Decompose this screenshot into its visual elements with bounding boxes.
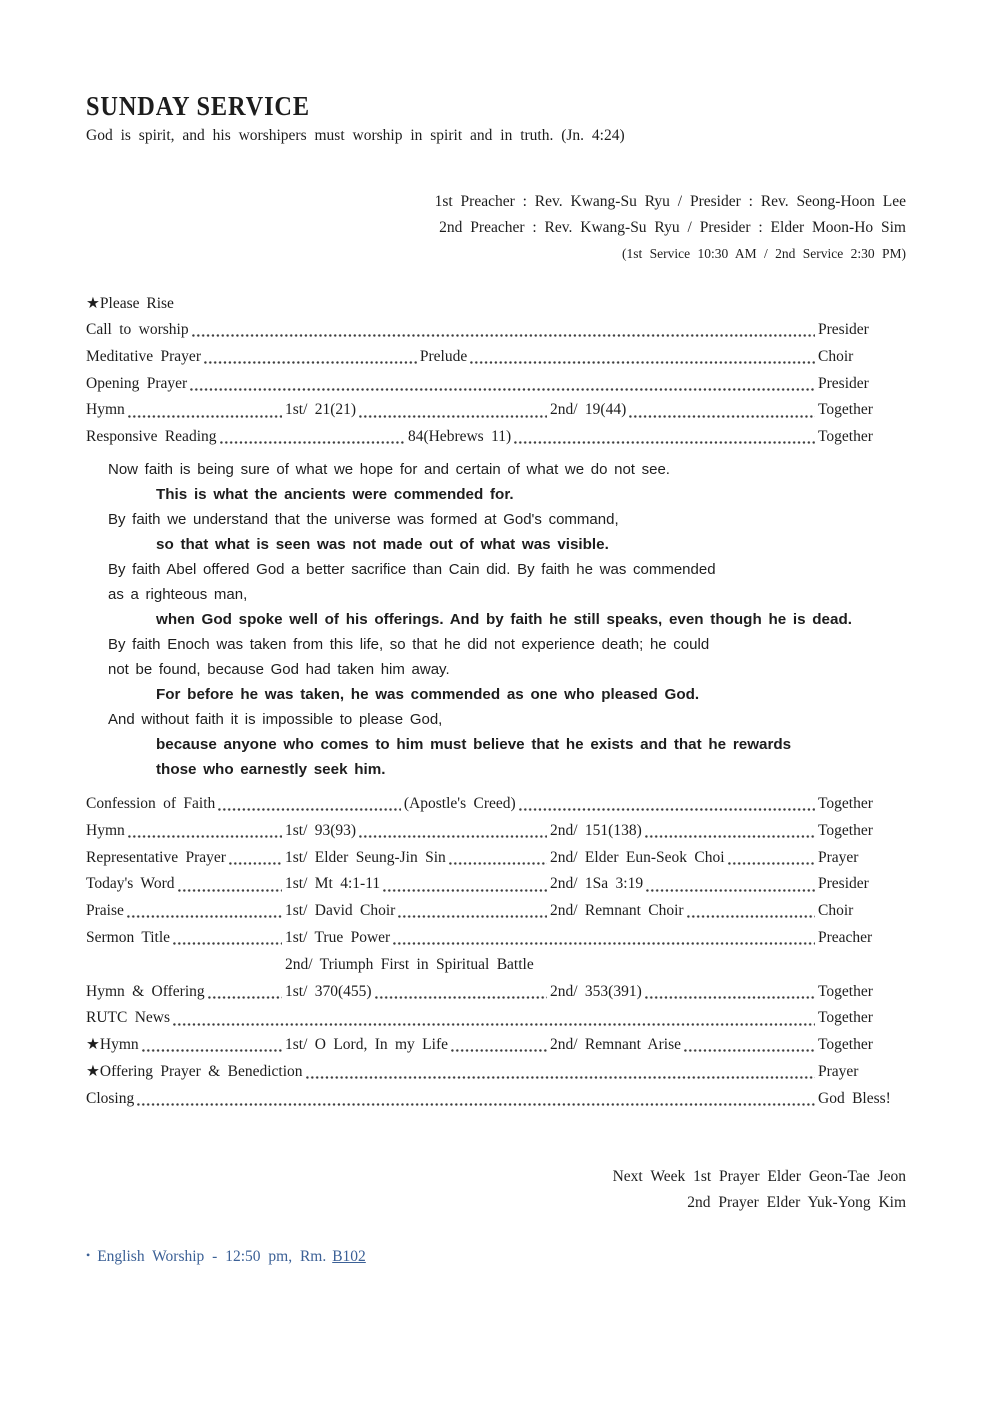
row-leader-value: Choir [818, 902, 854, 920]
row-label-cell [86, 925, 285, 952]
preacher-block [86, 189, 906, 267]
service-row [86, 845, 906, 872]
row-label: Hymn [86, 821, 125, 839]
page-title [86, 93, 906, 120]
reading-line-leader: Now faith is being sure of what we hope for and certain of what we do not see. [108, 460, 670, 478]
row-first-service: 1st/ 370(455) [285, 982, 372, 1000]
reading-line-response: so that what is seen was not made out of what was visible. [156, 535, 609, 553]
dot-leader [205, 979, 285, 1006]
row-label-cell [86, 818, 285, 845]
row-second-service: 2nd/ Remnant Arise [550, 1036, 681, 1054]
service-row [86, 979, 906, 1006]
row-label: Opening Prayer [86, 374, 188, 392]
dot-leader [467, 344, 818, 371]
reading-line-leader: By faith Enoch was taken from this life, so that he did not experience death; he could [108, 635, 710, 653]
dot-leader [642, 979, 818, 1006]
dot-leader [446, 845, 550, 872]
row-first-service-cell [285, 979, 550, 1006]
row-first-service: 1st/ Mt 4:1-11 [285, 875, 381, 893]
bullet-icon: • [86, 1247, 91, 1262]
row-label: Representative Prayer [86, 848, 226, 866]
row-label: ★Hymn [86, 1036, 139, 1054]
row-first-service: 1st/ David Choir [285, 902, 396, 920]
dot-leader [201, 344, 420, 371]
dot-leader [215, 791, 404, 818]
room-link[interactable]: B102 [332, 1247, 366, 1265]
dot-leader [139, 1032, 285, 1059]
row-first-service-cell [285, 871, 550, 898]
row-first-service-cell [285, 818, 550, 845]
preacher-line-1: 1st Preacher : Rev. Kwang-Su Ryu / Presider : Rev. Seong-Hoon Lee [434, 193, 906, 210]
responsive-reading-passage [86, 457, 906, 782]
row-leader-value: Together [818, 794, 873, 812]
dot-leader [125, 818, 285, 845]
page-title-text: SUNDAY SERVICE [86, 91, 310, 121]
row-second-service: 2nd/ Elder Eun-Seok Choi [550, 848, 725, 866]
row-leader-value: Presider [818, 374, 869, 392]
dot-leader [189, 317, 818, 344]
dot-leader [303, 1059, 818, 1086]
row-second-service: 2nd/ 19(44) [550, 401, 627, 419]
english-worship-note [86, 1245, 906, 1267]
service-row [86, 1005, 906, 1032]
dot-leader [643, 871, 818, 898]
row-label: Closing [86, 1089, 135, 1107]
dot-leader [356, 397, 550, 424]
dot-leader [681, 1032, 818, 1059]
row-label: Hymn [86, 401, 125, 419]
row-leader-value: Together [818, 428, 873, 446]
row-first-service-cell [285, 1032, 550, 1059]
preacher-line-2: 2nd Preacher : Rev. Kwang-Su Ryu / Presider : Elder Moon-Ho Sim [439, 219, 906, 236]
service-row [86, 1086, 906, 1113]
row-leader-value: Preacher [818, 928, 873, 946]
dot-leader [356, 818, 550, 845]
row-label: RUTC News [86, 1009, 171, 1027]
row-label: Call to worship [86, 321, 189, 338]
service-row [86, 371, 906, 398]
service-row [86, 871, 906, 898]
row-leader-value: Together [818, 982, 873, 1000]
row-label-cell [86, 871, 285, 898]
row-first-service: 1st/ O Lord, In my Life [285, 1036, 449, 1054]
order-of-service-part1 [86, 317, 906, 451]
dot-leader [380, 871, 550, 898]
service-row [86, 925, 906, 952]
row-leader-value: Prayer [818, 848, 859, 866]
row-first-service-cell [285, 397, 550, 424]
dot-leader [642, 818, 818, 845]
service-row [86, 424, 906, 451]
next-week-block [86, 1164, 906, 1217]
service-row [86, 818, 906, 845]
row-second-service: 2nd/ Remnant Choir [550, 902, 684, 920]
reading-line-response: For before he was taken, he was commended as one who pleased God. [156, 685, 700, 703]
row-label: Hymn & Offering [86, 982, 205, 1000]
dot-leader [448, 1032, 550, 1059]
row-leader-value: Together [818, 401, 873, 419]
dot-leader [170, 1005, 818, 1032]
dot-leader [516, 791, 818, 818]
row-label: Responsive Reading [86, 428, 217, 446]
dot-leader [626, 397, 818, 424]
next-week-line-1: Next Week 1st Prayer Elder Geon-Tae Jeon [612, 1167, 906, 1185]
dot-leader [511, 424, 818, 451]
row-leader-value: Together [818, 1036, 873, 1054]
row-label-cell [86, 1032, 285, 1059]
row-first-service: 1st/ 93(93) [285, 821, 357, 839]
row-leader-value: Together [818, 1009, 873, 1027]
row-first-service: 1st/ 21(21) [285, 401, 357, 419]
row-label: ★Offering Prayer & Benediction [86, 1062, 303, 1080]
row-first-service-cell [285, 845, 550, 872]
row-first-service-cell [285, 898, 550, 925]
row-leader-value: God Bless! [818, 1089, 891, 1107]
reading-line-response: when God spoke well of his offerings. And by faith he still speaks, even though he is dead. [156, 610, 852, 628]
dot-leader [390, 925, 818, 952]
row-label-cell [86, 898, 285, 925]
dot-leader [226, 845, 285, 872]
service-row [86, 397, 906, 424]
service-row [86, 791, 906, 818]
dot-leader [395, 898, 550, 925]
dot-leader [134, 1086, 818, 1113]
row-leader-value: Prayer [818, 1062, 859, 1080]
reading-line-response: This is what the ancients were commended for. [156, 485, 514, 503]
row-first-service: 1st/ Elder Seung-Jin Sin [285, 848, 446, 866]
reading-line-leader: not be found, because God had taken him away. [108, 660, 450, 678]
dot-leader [187, 371, 818, 398]
row-leader-value: Choir [818, 347, 854, 365]
service-row [86, 317, 906, 344]
row-label: Today's Word [86, 875, 175, 893]
row-second-service: 2nd/ 151(138) [550, 821, 642, 839]
next-week-line-2: 2nd Prayer Elder Yuk-Yong Kim [687, 1194, 906, 1212]
row-label: Sermon Title [86, 928, 171, 946]
row-second-service: 2nd/ 1Sa 3:19 [550, 875, 644, 893]
row-second-service: 2nd/ 353(391) [550, 982, 642, 1000]
reading-line-leader: By faith we understand that the universe was formed at God's command, [108, 510, 619, 528]
reading-line-response: those who earnestly seek him. [156, 760, 386, 778]
row-mid: 84(Hebrews 11) [407, 428, 512, 446]
service-row [86, 1032, 906, 1059]
dot-leader [372, 979, 550, 1006]
scripture-subtitle: God is spirit, and his worshipers must worship in spirit and in truth. (Jn. 4:24) [86, 127, 625, 144]
row-leader-value: Presider [818, 875, 869, 893]
row-label: Confession of Faith [86, 794, 216, 812]
service-row [86, 898, 906, 925]
row-second-service: 2nd/ Triumph First in Spiritual Battle [285, 955, 534, 973]
dot-leader [217, 424, 408, 451]
row-label-cell [86, 979, 285, 1006]
row-first-service: 1st/ True Power [285, 928, 391, 946]
dot-leader [684, 898, 818, 925]
please-rise-note: ★Please Rise [86, 295, 174, 312]
reading-line-leader: By faith Abel offered God a better sacrifice than Cain did. By faith he was commended [108, 560, 716, 578]
dot-leader [125, 397, 285, 424]
service-row [86, 344, 906, 371]
dot-leader [170, 925, 285, 952]
row-label: Meditative Prayer [86, 347, 201, 365]
row-label: Praise [86, 902, 124, 920]
dot-leader [725, 845, 818, 872]
reading-line-leader: And without faith it is impossible to please God, [108, 710, 443, 728]
row-label-cell [86, 397, 285, 424]
reading-line-leader: as a righteous man, [108, 585, 248, 603]
service-row [86, 1059, 906, 1086]
dot-leader [175, 871, 286, 898]
order-of-service-part2 [86, 791, 906, 1113]
row-label-cell [86, 845, 285, 872]
service-times: (1st Service 10:30 AM / 2nd Service 2:30 PM) [622, 246, 906, 261]
dot-leader [124, 898, 285, 925]
service-row-continuation [86, 952, 906, 979]
english-worship-text: English Worship - 12:50 pm, Rm. [97, 1247, 327, 1265]
reading-line-response: because anyone who comes to him must believe that he exists and that he rewards [156, 735, 792, 753]
row-mid: Prelude [419, 347, 468, 365]
row-mid: (Apostle's Creed) [403, 794, 516, 812]
row-leader-value: Presider [818, 321, 869, 338]
row-leader-value: Together [818, 821, 873, 839]
